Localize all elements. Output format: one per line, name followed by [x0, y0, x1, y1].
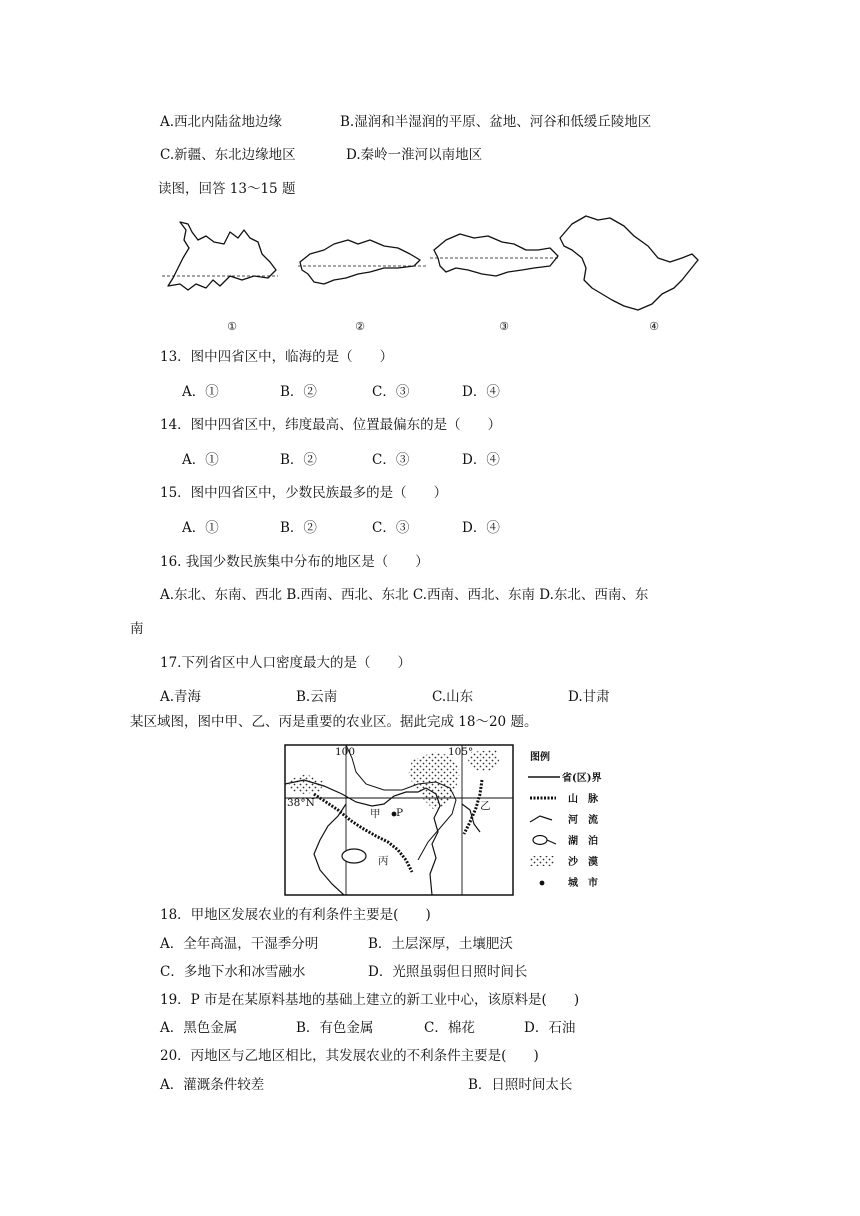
legend-mountain: 山 脉: [568, 794, 598, 805]
option-line-d: D.秦岭一淮河以南地区: [346, 147, 483, 163]
q15-option-b: B．②: [280, 520, 317, 536]
legend-lake: 湖 泊: [568, 836, 598, 847]
q14-option-b: B．②: [280, 452, 317, 468]
question-13: 13．图中四省区中，临海的是（ ）: [160, 349, 394, 365]
legend-desert: 沙 漠: [568, 857, 598, 868]
province-outline-4: [560, 216, 698, 310]
question-14: 14．图中四省区中，纬度最高、位置最偏东的是（ ）: [160, 417, 502, 433]
legend-river: 河 流: [568, 815, 598, 826]
question-16: 16. 我国少数民族集中分布的地区是（ ）: [160, 554, 429, 570]
question-20: 20．丙地区与乙地区相比，其发展农业的不利条件主要是( ): [160, 1048, 539, 1064]
region-label-yi: 乙: [480, 800, 491, 812]
q17-option-a: A.青海: [160, 689, 202, 705]
q17-option-b: B.云南: [296, 689, 338, 705]
lat-label-38: 38°N: [287, 797, 315, 809]
q19-option-c: C．棉花: [424, 1020, 475, 1036]
city-label-p: P: [396, 807, 404, 819]
q15-option-d: D．④: [462, 520, 500, 536]
lon-label-105: 105°: [448, 746, 474, 758]
region-label-bing: 丙: [378, 855, 389, 867]
option-line-b: B.湿润和半湿润的平原、盆地、河谷和低缓丘陵地区: [340, 114, 652, 130]
figure-label-1: ①: [227, 320, 237, 333]
q14-option-a: A．①: [182, 452, 219, 468]
q14-option-c: C．③: [372, 452, 410, 468]
q17-option-c: C.山东: [432, 689, 474, 705]
legend-title: 图例: [530, 752, 550, 763]
province-outline-3: [434, 234, 558, 276]
lon-label-100: 100: [335, 746, 356, 758]
legend-city: 城 市: [568, 878, 598, 889]
option-line-c: C.新疆、东北边缘地区: [160, 147, 296, 163]
q15-option-a: A．①: [182, 520, 219, 536]
province-outline-2: [300, 240, 420, 284]
read-instruction-18: 某区域图，图中甲、乙、丙是重要的农业区。据此完成 18～20 题。: [130, 714, 538, 730]
province-outline-1: [168, 222, 276, 290]
q13-option-c: C．③: [372, 384, 410, 400]
option-line-a: A.西北内陆盆地边缘: [160, 114, 283, 130]
figure-label-3: ③: [499, 320, 509, 333]
region-label-jia: 甲: [370, 808, 381, 820]
regional-map-figure: [284, 744, 614, 896]
q15-option-c: C．③: [372, 520, 410, 536]
q13-option-b: B．②: [280, 384, 317, 400]
q17-option-d: D.甘肃: [568, 689, 610, 705]
q18-option-b: B．土层深厚，土壤肥沃: [368, 936, 513, 952]
q19-option-a: A．黑色金属: [160, 1020, 238, 1036]
question-19: 19．P 市是在某原料基地的基础上建立的新工业中心，该原料是( ): [160, 992, 580, 1008]
q19-option-d: D．石油: [524, 1020, 576, 1036]
question-18: 18．甲地区发展农业的有利条件主要是( ): [160, 907, 431, 923]
q14-option-d: D．④: [462, 452, 500, 468]
q16-options: A.东北、东南、西北 B.西南、西北、东北 C.西南、西北、东南 D.东北、西南、东: [160, 587, 649, 603]
lake: [342, 849, 366, 863]
question-17: 17.下列省区中人口密度最大的是（ ）: [160, 655, 411, 671]
figure-label-2: ②: [355, 320, 365, 333]
question-15: 15．图中四省区中，少数民族最多的是（ ）: [160, 485, 448, 501]
q16-options-wrap: 南: [130, 621, 144, 637]
q18-option-a: A．全年高温，干湿季分明: [160, 936, 319, 952]
q13-option-a: A．①: [182, 384, 219, 400]
q20-option-b: B．日照时间太长: [468, 1077, 573, 1093]
province-outlines-figure: [158, 210, 706, 340]
legend-province-boundary: 省(区)界: [562, 773, 602, 784]
q20-option-a: A．灌溉条件较差: [160, 1077, 265, 1093]
figure-label-4: ④: [649, 320, 659, 333]
q19-option-b: B．有色金属: [296, 1020, 374, 1036]
q18-option-d: D．光照虽弱但日照时间长: [368, 964, 528, 980]
read-instruction-13: 读图，回答 13～15 题: [158, 181, 296, 197]
q13-option-d: D．④: [462, 384, 500, 400]
q18-option-c: C．多地下水和冰雪融水: [160, 964, 306, 980]
